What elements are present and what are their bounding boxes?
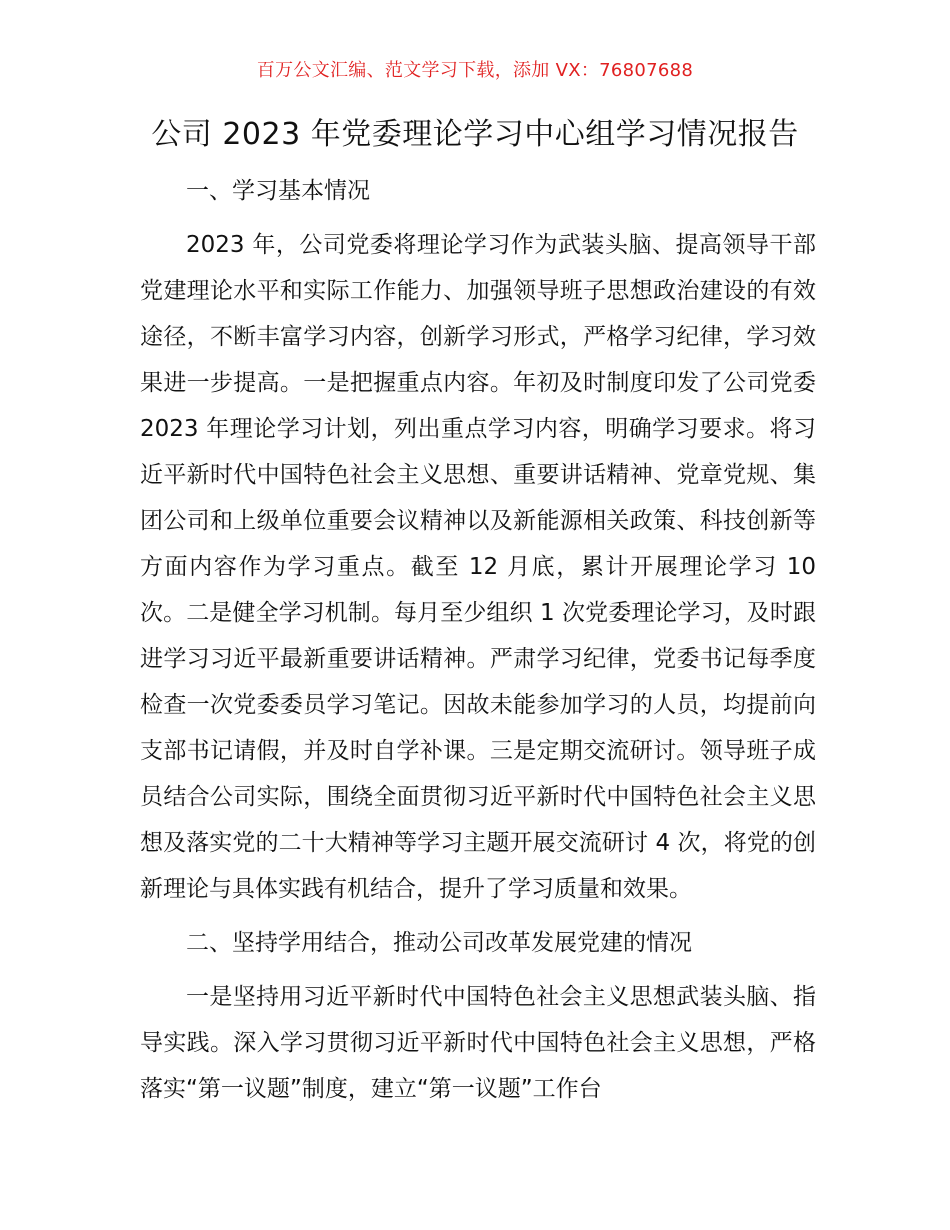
section-1-paragraph: 2023 年，公司党委将理论学习作为武装头脑、提高领导干部党建理论水平和实际工作能力、加强领导班子思想政治建设的有效途径，不断丰富学习内容，创新学习形式，严格学习纪律，学习效果进一步提高。一是把握重点内容。年初及时制度印发了公司党委 2023 年理论学习计划，列出重点学习内容，明确学习要求。将习近平新时代中国特色社会主义思想、重要讲话精神、党章党规、集团公司和上级单位重要会议精神以及新能源相关政策、科技创新等方面内容作为学习重点。截至 12 月底，累计开展理论学习 10 次。二是健全学习机制。每月至少组织 1 次党委理论学习，及时跟进学习习近平最新重要讲话精神。严肃学习纪律，党委书记每季度检查一次党委委员学习笔记。因故未能参加学习的人员，均提前向支部书记请假，并及时自学补课。三是定期交流研讨。领导班子成员结合公司实际，围绕全面贯彻习近平新时代中国特色社会主义思想及落实党的二十大精神等学习主题开展交流研讨 4 次，将党的创新理论与具体实践有机结合，提升了学习质量和效果。 <box>140 232 816 902</box>
section-2-heading: 二、坚持学用结合，推动公司改革发展党建的情况 <box>186 930 692 956</box>
section-2-paragraph: 一是坚持用习近平新时代中国特色社会主义思想武装头脑、指导实践。深入学习贯彻习近平新时代中国特色社会主义思想，严格落实“第一议题”制度，建立“第一议题”工作台 <box>140 984 816 1102</box>
watermark-contact: 百万公文汇编、范文学习下载，添加 VX：76807688 <box>256 60 694 81</box>
document-title: 公司 2023 年党委理论学习中心组学习情况报告 <box>151 117 799 152</box>
document-body <box>140 168 816 1120</box>
section-1-heading: 一、学习基本情况 <box>186 178 370 204</box>
